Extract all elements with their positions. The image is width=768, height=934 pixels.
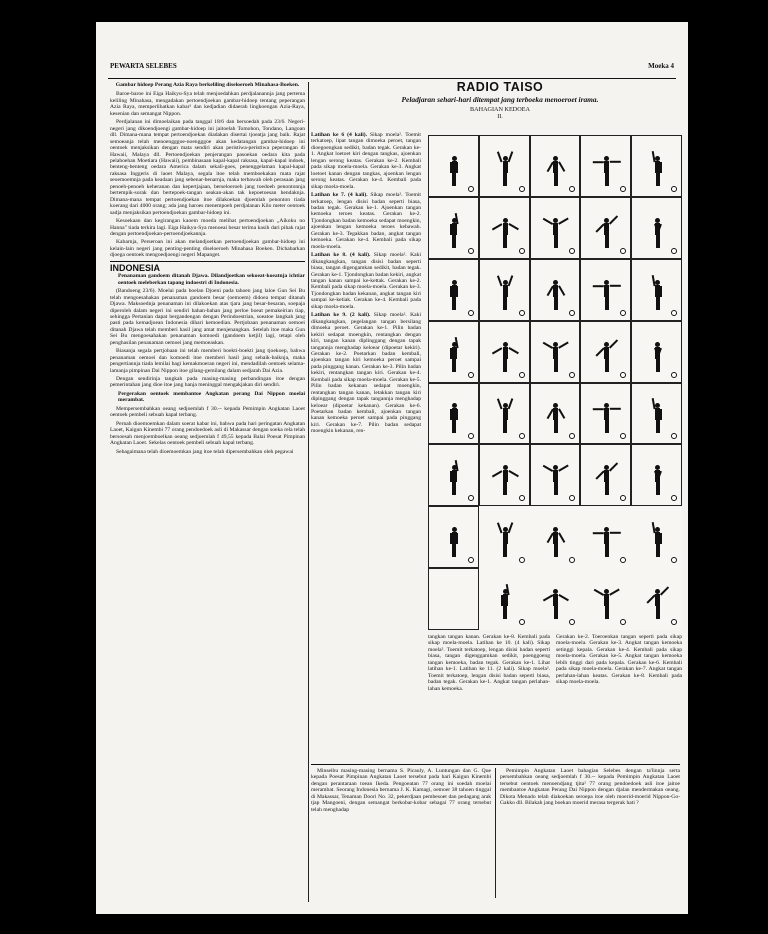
sub-headline: Pergerakan oentoek membantoe Angkatan perang Dai Nippon moelai merambat. — [118, 390, 305, 404]
step-marker — [519, 372, 525, 378]
illustration-cell — [479, 444, 530, 506]
step-marker — [569, 433, 575, 439]
illustration-cell — [530, 197, 581, 259]
headline: Gambar hidoep Perang Azia Raya berkeliling diseloeroeh Minahasa-Boeken. — [115, 82, 300, 88]
illustration-cell — [530, 568, 581, 630]
step-marker — [569, 495, 575, 501]
step-marker — [468, 248, 474, 254]
masthead-title: PEWARTA SELEBES — [110, 62, 177, 70]
illustration-cell — [631, 135, 682, 197]
exercise-text: Sikap moela². Toemit terkatoep, lipat tangan dimoeka peroet, tangan dioegoengkan sedikit, badan tegak. Gerakan ke-1. Angkat loetoet kiri dengan tangkas, ajoenkan lengan serong keatas. Gerakan ke-2. Kembali pada sikap moela-moela. Gerakan ke-3. Angkat loetoet kanan dengan tangkas, ajoenkan lengan serong keatas. Gerakan ke-4. Kembali pada sikap moela-moela. — [311, 132, 421, 190]
paragraph: Baroe-baroe ini Eiga Haikyu-Sya telah menjoedahkan perdjalanannja jang pertema keliling Minahasa, mengadakan pertoendjoekan gambar-hidoep tentang peperangan Azia Raya, memperlihatkan kabar² dan kedjadian didaerah lingkoengan Azia-Raya, kesenian dan semangat Nippon. — [110, 91, 305, 117]
illustration-cell — [580, 444, 631, 506]
step-marker — [620, 248, 626, 254]
paragraph: Perdjalanan ini dimoelaikan pada tanggal 18/6 dan bersoedah pada 23/6. Negeri-negeri jang dikoendjoengi gambar-hidoep ini jaitoelah Tomohon, Tondano, Langoan dll. Dimana-mana tempat pertoendjoekan diadakan disertai tjoeatja jang baik. Rajat semoeanja telah menoengggoe-noengggoe akan kedatangan gambar-hidoep ini oentoek menjaksikan dengan mata sendiri akan peristiwa-peristiwa peperangan di Hawaii, Malaya dll. Pertoendjoekan penjerangan pasoekan oedara kita pada pelaboehan Moetiara (Hawaii), pembinasaan kapal-kapal raksasa, kapal-kapal indoek, benteng-benteng oedara America dalam sekali-goes, penenggelaman kapal-kapal raksasa Inggeris di laoet Malaya, segala itoe telah memboekakan mata rajat seoemoemnja pada keadaan jang sebenar-benarnja, maka terbawah oleh perasaan jang penoeh-penoeh keheranan dan kepertjajaan, berseloeroeh jang toedoeh penontonnja bertempik-sorak dan bertepoek-tangan seakan-akan tak kepoetoesan hendaknja. Dimana-mana tempat pertoendjoekan itoe dilakoekan djoemlah penonton tiada koerang dari 4000 orang; ada jang haroes menempoeh perdjalanan Kilo meter oentoek sadja menjaksikan pertoendjoekan gambar-hidoep ini. — [110, 119, 305, 216]
step-marker — [620, 310, 626, 316]
paragraph: Sebagaimana telah dioemoemkan jang itoe telah dipersembahkan oleh pegawai — [116, 448, 294, 455]
step-marker — [468, 372, 474, 378]
radio-part: BAHAGIAN KEDOEA — [470, 106, 530, 113]
illustration-cell — [580, 383, 631, 445]
step-marker — [519, 186, 525, 192]
radio-subtitle: Peladjaran sehari-hari ditempat jang terboeka menoeroet irama. — [401, 95, 599, 104]
illustration-cell — [428, 259, 479, 321]
section-rule — [110, 261, 305, 262]
paragraph: Minseibu masing-masing bernama S. Picauly, A. Luntungan dan G. Que kepada Poesat Pimpinan Angkatan Laoet tersebut pada hari Kaigun Kinembi dengan perantaraan toean Ikeda. Pengoeatan 77 orang ini soedah moelai merambat. Seorang Indonesia bernama J. K. Kamagi, oemoer 38 tahoen tinggal di Makassar, Tenaman Doori No. 32, pekerdjaan pembesoet dan pedagang arak tjap Mangoeni, dengan semangat berkobar-kobar sebagai 77 orang tersebut telah menghadap — [311, 768, 491, 813]
illustration-cell — [479, 259, 530, 321]
step-marker — [468, 557, 474, 563]
step-marker — [468, 495, 474, 501]
illustration-cell — [631, 259, 682, 321]
page-number: Moeka 4 — [648, 62, 674, 70]
step-marker — [569, 186, 575, 192]
exercise-text: tangkan tangan kanan. Gerakan ke-8. Kembali pada sikap moela-moela. Latihan ke 10. (4 kali). Sikap moela². Toemit terkatoep, lengan disisi badan seperti biasa, tangan digenggamkan sedikit, poenggoeng tangan kemoeka, badan tegak. Gerakan ke-1. Lihat latihan ke-1. Latihan ke 11. (2 kali). Sikap moela². Toemit terkatoep, lengan disisi badan seperti biasa, badan tegak. Gerakan ke-1. Angkat tangan perlahan-lahan kemoeka. — [428, 634, 550, 692]
exercise-text: Gerakan ke-2. Toeroenkan tangan seperti pada sikap moela-moela. Gerakan ke-3. Angkat tangan kemoeka setinggi kepala. Gerakan ke-4. Kembali pada sikap moela-moela. Gerakan ke-5. Angkat tangan kemoeka lebih tinggi dari pada kepala. Gerakan ke-6. Kembali pada sikap moela-moela. Gerakan ke-7. Angkat tangan perlahan-lahan keatas. Gerakan ke-8. Kembali pada sikap moela-moela. — [556, 634, 682, 686]
illustration-cell — [428, 197, 479, 259]
exercise-column-continued — [428, 634, 550, 759]
step-marker — [620, 372, 626, 378]
illustration-cell — [631, 444, 682, 506]
illustration-cell — [631, 197, 682, 259]
paragraph: Dengan sendirinja tangkah pada masing-masing perbandingan itoe dengan pemerintahan jang dioe itoe jang hanja meninggal mengakjakan diri sendiri. — [110, 376, 305, 389]
step-marker — [671, 186, 677, 192]
step-marker — [468, 433, 474, 439]
exercise-column — [311, 132, 421, 632]
paragraph: Biasanja segala pertjobaan ini telah memberi boekti-boekti jang tjoekoep, bahwa penanaman oemoei dan komoedi itoe memberi hasil jang sebaik-baiknja, maka pengertiannja tiada lemilai bagi kemakmoeran negeri ini, mendadilah oentoek selama-lamanja pimpinan Dai Nippon itoe gilang-gemilang dalam sedjarah Dai Azia. — [110, 348, 305, 374]
step-marker — [569, 557, 575, 563]
paragraph: Mempersembahkan oeang sedjoemlah f 30.-- kepada Pemimpin Angkatan Laoet oentoek pembeli sebuah kapal terbang. — [110, 405, 305, 419]
step-marker — [569, 372, 575, 378]
step-marker — [671, 433, 677, 439]
column-divider — [308, 82, 309, 902]
exercise-heading: Latihan ke 8. (4 kali). — [311, 252, 371, 259]
illustration-cell — [530, 321, 581, 383]
step-marker — [620, 495, 626, 501]
step-marker — [468, 310, 474, 316]
illustration-cell — [428, 444, 479, 506]
illustration-cell — [428, 383, 479, 445]
step-marker — [519, 433, 525, 439]
left-column — [110, 82, 305, 902]
step-marker — [671, 248, 677, 254]
exercise-heading: Latihan ke 7. (4 kali). — [311, 192, 368, 199]
illustration-cell — [479, 135, 530, 197]
illustration-cell — [631, 383, 682, 445]
paragraph: Kesoekaan dan kegirangan kaoem moeda melihat pertoendjoekan „Aikoku no Hanna" tiada terkira lagi. Eiga Haikyu-Sya menoeai besar terima kasih dari pihak rajat dengan pertoendjoekan-pertoendjoekannja. — [110, 218, 305, 237]
illustration-cell — [530, 444, 581, 506]
column-divider — [495, 768, 496, 898]
paragraph: (Bandoeng 23/6). Moelai pada boelan Djoeni pada tahoen jang laloe Gun Sei Bu telah mengoesahakan penanaman gandoem besar (oemoem) didoea tempat ditanah Djawa. Maksoednja penanaman ini dilakoekan atas tjara jang besar-besaran, soepaja diperoleh dalam negeri ini sendiri bahan-bahan jang perloe boeat pemakeirian tiap, sehingga Pertanian dapat bergandengan dengan Perindoestrian, soeatoe langkah jang pasti pada kemadjoean Indonesia dihari kemoedian. Pertjobaan penanaman oemoei ditanah Djawa telah memberi hasil jang amat menjenangkan. Setelah itoe maka Gun Sei Bu mengoesahakan penanaman komoedi (gandoem ketjil) lagi, tetapi oleh penghasilan penanaman oemoei jang memoeaskan. — [110, 288, 305, 346]
section-heading: INDONESIA — [110, 262, 161, 273]
step-marker — [620, 557, 626, 563]
exercise-text: Sikap moela². Kaki dikangkangkan, pegelangan tangan bersilang dimoeka peroet. Gerakan ke-1. Pilin badan kekiri sedapat moengkin, rentangkan dengan kiri, tangan kanan diplinggang dengan tapak tangannja menghadap keloear (dipoetar kekiri). Gerakan ke-2. Poetarkan badan kembali, ajoenkan tangan kiri kemoeka peroet sampai pada pinggang kanan. Gerakan ke-3. Pilin badan kekiri, rentangkan tangan kiri. Gerakan ke-4. Kembali pada sikap moela-moela. Gerakan ke-5. Pilin badan kekanan sedapat moengkin, rentangkan tangan kanan, letakkan tangan kiri dipinggang dengan tapak tangannja menghadap keloear (dipoetar kekanan). Gerakan ke-6. Poetarkan badan kembali, ajoenkan tangan kanan kemoeka peroet sampai pada pinggang kiri. Gerakan ke-7. Pilin badan sedapat moengkin kekanan, ren- — [311, 312, 421, 435]
masthead-rule — [108, 78, 676, 79]
exercise-heading: Latihan ke 6 (4 kali). — [311, 132, 368, 138]
illustration-cell — [631, 321, 682, 383]
exercise-text: Sikap moela². Kaki dikangkangkan, tangan disisi badan seperti biasa, tangan digengamkan sedikit, badan tegak. Gerakan ke-1. Tjondongkan badan kekiri, angkat tangan kanan sampai ke-kettak. Gerakan ke-2. Kembali pada sikap moela-moela. Gerakan ke-3. Tjondongkan badan kekanan, angkat tangan kiri sampai ke-ketiak. Gerakan ke-4. Kembali pada sikap moela-moela. — [311, 252, 421, 310]
step-marker — [519, 495, 525, 501]
newspaper-page — [96, 22, 688, 914]
illustration-cell — [580, 135, 631, 197]
step-marker — [519, 248, 525, 254]
exercise-illustration-grid — [428, 135, 682, 630]
radio-title: RADIO TAISO — [456, 80, 544, 94]
step-marker — [519, 557, 525, 563]
illustration-cell — [479, 197, 530, 259]
illustration-cell — [580, 506, 631, 568]
step-marker — [671, 619, 677, 625]
step-marker — [519, 310, 525, 316]
illustration-cell — [479, 568, 530, 630]
illustration-cell — [479, 506, 530, 568]
news-column — [500, 768, 680, 908]
step-marker — [569, 619, 575, 625]
illustration-cell — [530, 383, 581, 445]
illustration-cell — [580, 321, 631, 383]
paragraph: Pernah dioemoemkan dalam soerat kabar ini, bahwa pada hari peringatan Angkatan Laoet, Kaigun Kinembi 77 orang pendoedoek asli di Makassar dengan soeka rela telah bersoesah menjoemboelkan oeang sedjoemlah f 49,55 kepada Balai Poesat Pimpinan Angkatan Laoet. Sekelas oentoek pembeli sebuah kapal terbang. — [110, 420, 305, 447]
step-marker — [620, 619, 626, 625]
step-marker — [620, 186, 626, 192]
illustration-cell — [580, 197, 631, 259]
exercise-column-continued — [556, 634, 682, 759]
illustration-cell — [580, 568, 631, 630]
step-marker — [468, 186, 474, 192]
step-marker — [519, 619, 525, 625]
step-marker — [620, 433, 626, 439]
paragraph: Kabarnja, Perseroan ini akan melandjoetkan pertoendjoekan gambar-hidoep ini kelain-lain negeri jang penting-penting diseloeroeh Minahasa Boeken. Dichabarkan djoega oentoek mengoedjoengi negeri Mapanget. — [110, 239, 305, 259]
sub-headline: Penanaman gandoem ditanah Djawa. Dilandjoetkan sekoeat-koeatnja ichtiar oentoek meleberkan tapang indoestri di Indonesia. — [118, 273, 305, 286]
masthead — [96, 62, 688, 76]
radio-part-number: II. — [497, 114, 503, 120]
exercise-text: Sikap moela². Toemit terkatoep, lengan disisi badan seperti biasa, badan tegak. Gerakan ke-1. Ajoenkan tangan kemoeka teroes keatas. Gerakan ke-2. Tjondongkan badan kemoeka sedapat moengkin, ajoenkan lengan kemoeka teroes kebawah. Gerakan ke-3. Tegakkan badan, angkat tangan kemoeka. Gerakan ke-4. Kembali pada sikap moela-moela. — [311, 192, 421, 250]
step-marker — [569, 310, 575, 316]
step-marker — [569, 248, 575, 254]
illustration-cell — [631, 568, 682, 630]
illustration-cell — [428, 321, 479, 383]
illustration-cell — [479, 321, 530, 383]
illustration-cell — [530, 259, 581, 321]
section-rule — [311, 764, 680, 765]
illustration-cell — [530, 135, 581, 197]
step-marker — [671, 557, 677, 563]
news-column — [311, 768, 491, 908]
step-marker — [671, 310, 677, 316]
illustration-cell — [530, 506, 581, 568]
illustration-cell — [428, 506, 479, 568]
step-marker — [671, 372, 677, 378]
illustration-cell — [580, 259, 631, 321]
exercise-heading: Latihan ke 9. (2 kali). — [311, 312, 371, 319]
illustration-cell — [631, 506, 682, 568]
illustration-cell — [428, 135, 479, 197]
step-marker — [671, 495, 677, 501]
illustration-cell — [479, 383, 530, 445]
illustration-cell — [428, 568, 479, 630]
paragraph: Pemimpin Angkatan Laoet bahagian Selebes dengan ta'linnja serta persembahkan oeang sedjoemlah f 30.-- kepada Pemimpin Angkatan Laoet tersebut oentoek menoendjang tjita² 77 orang pendoedoek asli itoe jaitoe membantoe Angkatan Perang Dai Nippon dengan djalan mendermakan oeang. Dikota Menado telah diakoekan seroepa itoe oleh moerid-moerid Nippon-Go-Gakko dll. Bilakah jang boekan moerid merasa tergerak hati ? — [500, 768, 680, 807]
